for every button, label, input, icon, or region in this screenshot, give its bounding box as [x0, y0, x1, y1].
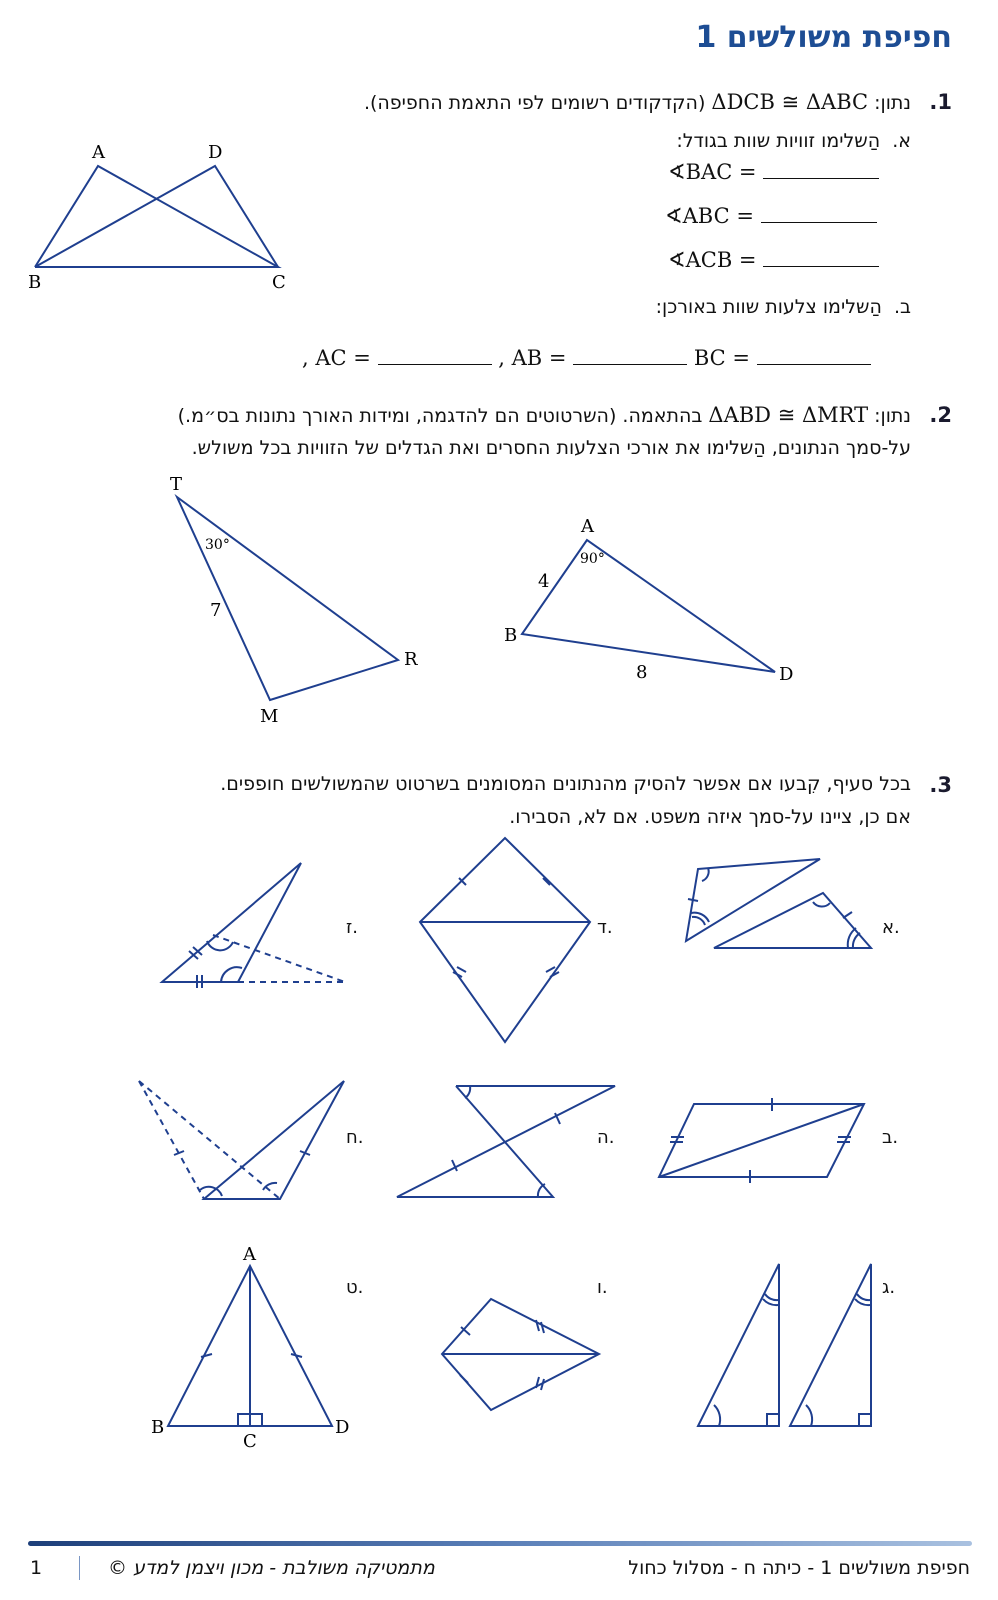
side-tm-label: 7 — [210, 600, 222, 621]
answer-blank[interactable] — [763, 160, 879, 179]
q3-item-gimel: ג. — [882, 1277, 896, 1298]
q3-item-tet: ט. — [346, 1277, 364, 1298]
q3-line2: אם כן, ציינו על-סמך איזה משפט. אם לא, הסבירו. — [509, 806, 911, 828]
q3-figure-gimel — [690, 1255, 890, 1435]
page-number: 1 — [30, 1557, 43, 1579]
footer-separator — [79, 1556, 80, 1580]
q2-given — [178, 403, 911, 427]
q3-figure-zayin — [155, 855, 355, 995]
label-d: D — [779, 664, 794, 685]
q3-figure-bet — [650, 1095, 870, 1185]
q1-angle-bac: ∢BAC = — [668, 160, 757, 184]
label-b: B — [151, 1417, 165, 1438]
q3-figure-vav — [432, 1290, 607, 1420]
q1-side-bc: BC = — [693, 346, 751, 370]
side-bd-label: 8 — [636, 662, 648, 683]
answer-blank[interactable] — [573, 346, 687, 365]
q3-item-vav: ו. — [597, 1277, 608, 1298]
answer-blank[interactable] — [378, 346, 492, 365]
angle-a-label: 90° — [580, 551, 605, 567]
q1-angle-abc: ∢ABC = — [665, 204, 754, 228]
label-m: M — [260, 706, 279, 727]
q2-triangle-abd — [500, 510, 810, 700]
q1-side-ac: , AC = — [302, 346, 371, 370]
footer-left-text: מתמטיקה משולבת - מכון ויצמן למדע © — [108, 1557, 435, 1579]
q3-number: .3 — [929, 773, 952, 797]
q3-item-he: ה. — [597, 1127, 615, 1148]
label-a: A — [92, 142, 105, 163]
label-b: B — [28, 272, 42, 293]
footer-divider — [28, 1541, 972, 1546]
q2-number: .2 — [929, 403, 952, 427]
q3-item-alef: א. — [882, 917, 900, 938]
q1-given-math: ΔDCB ≅ ΔABC — [711, 90, 869, 114]
label-d: D — [208, 142, 223, 163]
q1-part-a — [676, 130, 911, 152]
label-a: A — [581, 516, 594, 537]
q1-number: .1 — [929, 90, 952, 114]
q1-angle-row-1 — [668, 160, 879, 184]
q2-given-prefix: נתון: — [874, 405, 911, 427]
label-d: D — [335, 1417, 350, 1438]
q1-part-a-text: הַשלימו זוויות שוות בגודל: — [676, 130, 881, 152]
q1-given-note: (הקדקודים רשומים לפי התאמת החפיפה). — [363, 92, 706, 114]
label-c: C — [243, 1431, 257, 1452]
footer-right-text: חפיפת משולשים 1 - כיתה ח - מסלול כחול — [628, 1557, 970, 1579]
q1-given — [364, 90, 911, 114]
side-ab-label: 4 — [538, 571, 550, 592]
q3-figure-tet — [140, 1240, 360, 1455]
label-r: R — [404, 649, 418, 670]
q3-line1: בכל סעיף, קִבעו אם אפשר להסיק מהנתונים המסומנים בשרטוט שהמשולשים חופפים. — [220, 773, 911, 795]
q3-item-het: ח. — [346, 1127, 364, 1148]
q1-angle-row-3 — [668, 248, 879, 272]
q3-item-dalet: ד. — [597, 917, 613, 938]
q1-part-b-label: ב. — [893, 296, 911, 318]
q1-part-b — [656, 296, 911, 318]
q2-given-note: בהתאמה. (השרטוטים הם להדגמה, ומידות האורך נתונות בס״מ.) — [177, 405, 703, 427]
label-c: C — [272, 272, 286, 293]
q3-figure-alef — [680, 855, 880, 955]
q2-line2: על-סמך הנתונים, הַשלימו את אורכי הצלעות החסרים ואת הגדלים של הזוויות בכל משולש. — [191, 437, 911, 459]
q1-part-a-label: א. — [892, 130, 911, 152]
q3-figure-he — [390, 1080, 620, 1205]
q3-figure-het — [130, 1075, 350, 1205]
page-title: חפיפת משולשים 1 — [695, 20, 952, 55]
answer-blank[interactable] — [763, 248, 879, 267]
q3-item-bet: ב. — [882, 1127, 899, 1148]
q1-sides-row — [302, 346, 871, 370]
q1-given-prefix: נתון: — [874, 92, 911, 114]
answer-blank[interactable] — [757, 346, 871, 365]
angle-t-label: 30° — [205, 537, 230, 553]
q3-item-zayin: ז. — [346, 917, 358, 938]
q1-part-b-text: הַשלימו צלעות שוות באורכן: — [655, 296, 882, 318]
label-a: A — [243, 1244, 256, 1265]
q1-angle-acb: ∢ACB = — [668, 248, 757, 272]
q2-given-math: ΔABD ≅ ΔMRT — [708, 403, 869, 427]
q3-figure-dalet — [410, 832, 600, 1052]
label-t: T — [170, 474, 183, 495]
label-b: B — [504, 625, 518, 646]
q1-angle-row-2 — [665, 204, 877, 228]
q1-side-ab: , AB = — [498, 346, 567, 370]
answer-blank[interactable] — [761, 204, 877, 223]
q1-figure — [20, 140, 300, 300]
q2-triangle-mrt — [150, 470, 440, 730]
